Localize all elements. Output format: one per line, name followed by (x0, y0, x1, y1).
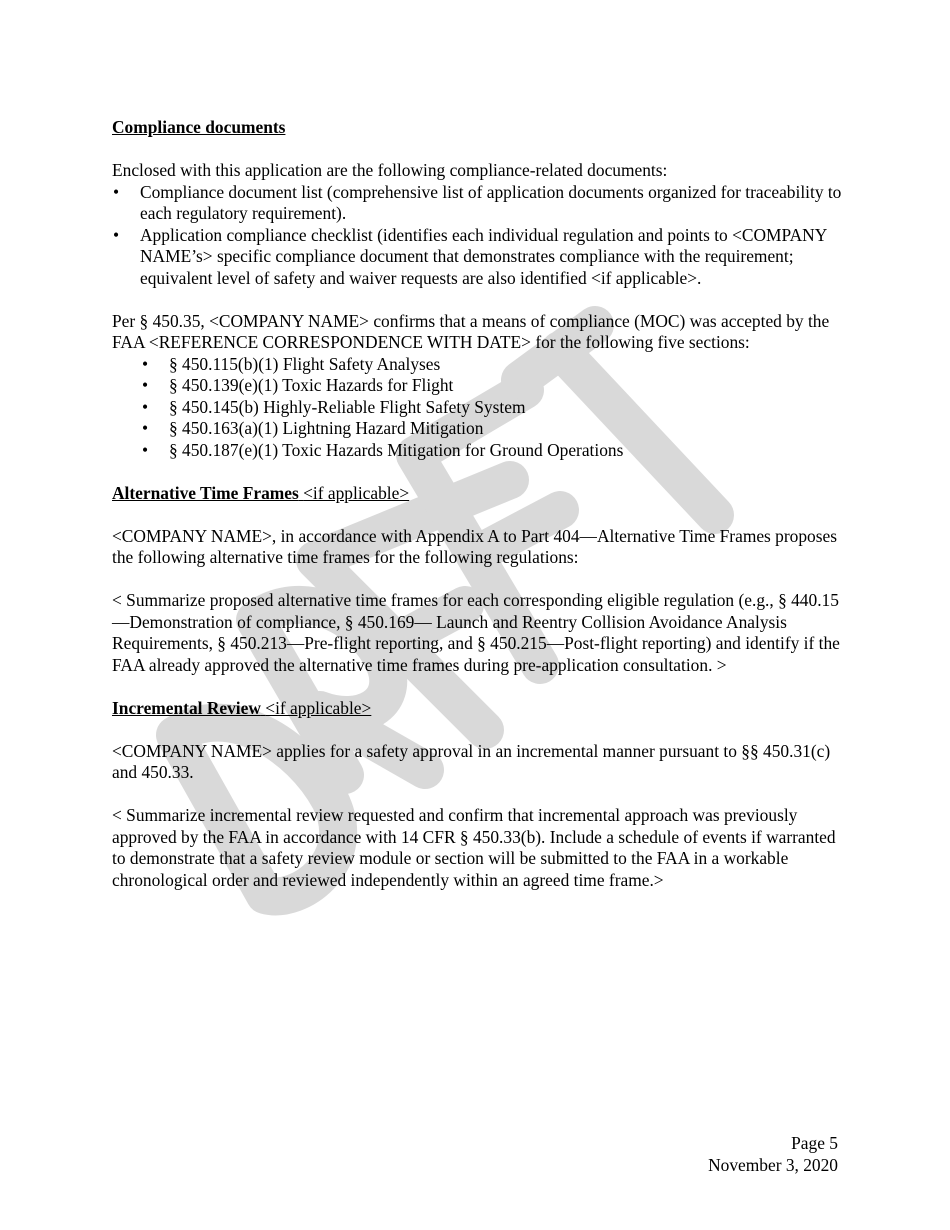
list-item: • § 450.115(b)(1) Flight Safety Analyses (112, 354, 842, 376)
moc-paragraph: Per § 450.35, <COMPANY NAME> confirms that a means of compliance (MOC) was accepted by the FAA <REFERENCE CORRESPONDENCE WITH DATE> for the following five sections: (112, 310, 830, 352)
list-item: • Application compliance checklist (identifies each individual regulation and points to <COMPANY NAME’s> specific compliance document that demonstrates compliance with the requirement; equivalent level of safety and waiver requests are also identified <if applicable>. (112, 225, 842, 290)
moc-section-list (112, 354, 842, 462)
compliance-intro: Enclosed with this application are the following compliance-related documents: (112, 160, 668, 180)
incremental-paragraph-1: <COMPANY NAME> applies for a safety approval in an incremental manner pursuant to §§ 450.31(c) and 450.33. (112, 740, 831, 782)
alternative-paragraph-1: <COMPANY NAME>, in accordance with Appendix A to Part 404—Alternative Time Frames proposes the following alternative time frames for the following regulations: (112, 525, 838, 567)
list-item: • § 450.139(e)(1) Toxic Hazards for Flight (112, 375, 842, 397)
page-footer (708, 1133, 838, 1176)
heading-text: Alternative Time Frames (112, 482, 299, 503)
list-item: • § 450.187(e)(1) Toxic Hazards Mitigation for Ground Operations (112, 440, 842, 462)
alternative-time-frames-heading (112, 483, 842, 505)
alternative-paragraph-2: < Summarize proposed alternative time frames for each corresponding eligible regulation (e.g., § 440.15—Demonstration of compliance, § 450.169— Launch and Reentry Collision Avoidance Analysis Requirements, § 450.213—Pre-flight reporting, and § 450.215—Post-flight reporting) and identify if the FAA already approved the alternative time frames during pre-application consultation. > (112, 590, 840, 675)
list-item: • Compliance document list (comprehensive list of application documents organized for traceability to each regulatory requirement). (112, 182, 842, 225)
document-date: November 3, 2020 (708, 1154, 838, 1175)
incremental-review-heading (112, 698, 842, 720)
incremental-paragraph-2: < Summarize incremental review requested and confirm that incremental approach was previously approved by the FAA in accordance with 14 CFR § 450.33(b). Include a schedule of events if warranted to demonstrate that a safety review module or section will be submitted to the FAA in a workable chronological order and reviewed independently within an agreed time frame.> (112, 805, 836, 890)
page-body (112, 117, 842, 891)
compliance-documents-heading: Compliance documents (112, 117, 286, 137)
list-item: • § 450.163(a)(1) Lightning Hazard Mitigation (112, 418, 842, 440)
if-applicable-qualifier: <if applicable> (303, 482, 410, 503)
if-applicable-qualifier: <if applicable> (265, 697, 372, 718)
heading-text: Incremental Review (112, 697, 261, 718)
page-number: Page 5 (791, 1133, 838, 1153)
list-item: • § 450.145(b) Highly-Reliable Flight Safety System (112, 397, 842, 419)
compliance-document-list (112, 182, 842, 290)
